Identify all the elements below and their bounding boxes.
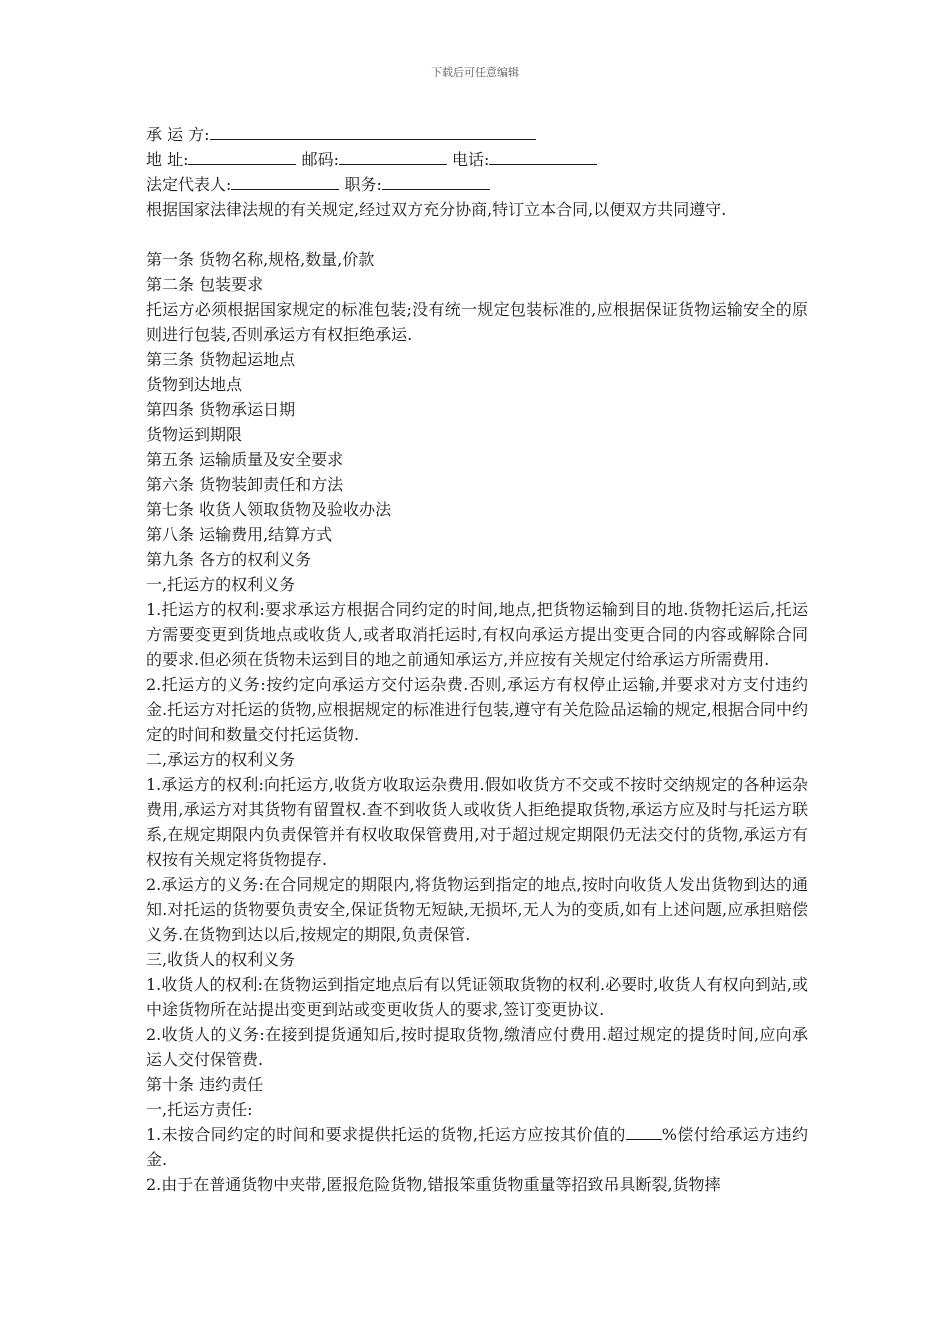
phone-blank (489, 148, 597, 165)
postcode-blank (339, 148, 447, 165)
address-blank (188, 148, 296, 165)
shipper-duties: 2.托运方的义务:按约定向承运方交付运杂费.否则,承运方有权停止运输,并要求对方支付违约金.托运方对托运的货物,应根据规定的标准进行包装,遵守有关危险品运输的规定,根据合同中约定的时间和数量交付托运货物. (146, 675, 808, 744)
article-1: 第一条 货物名称,规格,数量,价款 (146, 250, 375, 269)
article-8: 第八条 运输费用,结算方式 (146, 525, 333, 544)
page-header: 下载后可任意编辑 (431, 66, 519, 79)
article-6: 第六条 货物装卸责任和方法 (146, 475, 344, 494)
liability-item-1 (146, 1122, 808, 1172)
legal-rep-blank (231, 173, 339, 190)
address-label: 地 址: (146, 150, 189, 169)
phone-label: 电话: (446, 150, 490, 169)
article-7: 第七条 收货人领取货物及验收办法 (146, 500, 392, 519)
carrier-label: 承 运 方: (146, 125, 210, 144)
legal-rep-line (146, 172, 808, 197)
carrier-line (146, 122, 808, 147)
consignee-duties: 2.收货人的义务:在接到提货通知后,按时提取货物,缴清应付费用.超过规定的提货时间,应向承运人交付保管费. (146, 1025, 808, 1069)
position-blank (382, 173, 490, 190)
liability-item-1-text-b: %偿付给承运方违约金. (146, 1125, 808, 1169)
section-carrier: 二,承运方的权利义务 (146, 750, 296, 769)
shipper-liability-heading: 一,托运方责任: (146, 1100, 253, 1119)
position-label: 职务: (339, 175, 382, 194)
article-9: 第九条 各方的权利义务 (146, 550, 312, 569)
article-2: 第二条 包装要求 (146, 275, 264, 294)
article-4-sub: 货物运到期限 (146, 425, 243, 444)
liability-item-1-text-a: 1.未按合同约定的时间和要求提供托运的货物,托运方应按其价值的 (146, 1125, 626, 1144)
address-line (146, 147, 808, 172)
percentage-blank (626, 1123, 662, 1140)
carrier-duties: 2.承运方的义务:在合同规定的期限内,将货物运到指定的地点,按时向收货人发出货物到达的通知.对托运的货物要负责安全,保证货物无短缺,无损坏,无人为的变质,如有上述问题,应承担赔偿义务.在货物到达以后,按规定的期限,负责保管. (146, 875, 808, 944)
contract-body (146, 122, 808, 1197)
section-shipper: 一,托运方的权利义务 (146, 575, 296, 594)
shipper-rights: 1.托运方的权利:要求承运方根据合同约定的时间,地点,把货物运输到目的地.货物托运后,托运方需要变更到货地点或收货人,或者取消托运时,有权向承运方提出变更合同的内容或解除合同的要求.但必须在货物未运到目的地之前通知承运方,并应按有关规定付给承运方所需费用. (146, 600, 808, 669)
article-4: 第四条 货物承运日期 (146, 400, 296, 419)
legal-rep-label: 法定代表人: (146, 175, 232, 194)
carrier-rights: 1.承运方的权利:向托运方,收货方收取运杂费用.假如收货方不交或不按时交纳规定的各种运杂费用,承运方对其货物有留置权.查不到收货人或收货人拒绝提取货物,承运方应及时与托运方联系,在规定期限内负责保管并有权收取保管费用,对于超过规定期限仍无法交付的货物,承运方有权按有关规定将货物提存. (146, 775, 808, 869)
consignee-rights: 1.收货人的权利:在货物运到指定地点后有以凭证领取货物的权利.必要时,收货人有权向到站,或中途货物所在站提出变更到站或变更收货人的要求,签订变更协议. (146, 975, 808, 1019)
postcode-label: 邮码: (296, 150, 339, 169)
article-2-text: 托运方必须根据国家规定的标准包装;没有统一规定包装标准的,应根据保证货物运输安全的原则进行包装,否则承运方有权拒绝承运. (146, 300, 808, 344)
preamble: 根据国家法律法规的有关规定,经过双方充分协商,特订立本合同,以便双方共同遵守. (146, 200, 727, 219)
article-10: 第十条 违约责任 (146, 1075, 264, 1094)
article-3-sub: 货物到达地点 (146, 375, 243, 394)
article-3: 第三条 货物起运地点 (146, 350, 296, 369)
carrier-blank (210, 123, 536, 140)
liability-item-2: 2.由于在普通货物中夹带,匿报危险货物,错报笨重货物重量等招致吊具断裂,货物摔 (146, 1175, 721, 1194)
spacer (146, 222, 808, 247)
section-consignee: 三,收货人的权利义务 (146, 950, 296, 969)
article-5: 第五条 运输质量及安全要求 (146, 450, 344, 469)
